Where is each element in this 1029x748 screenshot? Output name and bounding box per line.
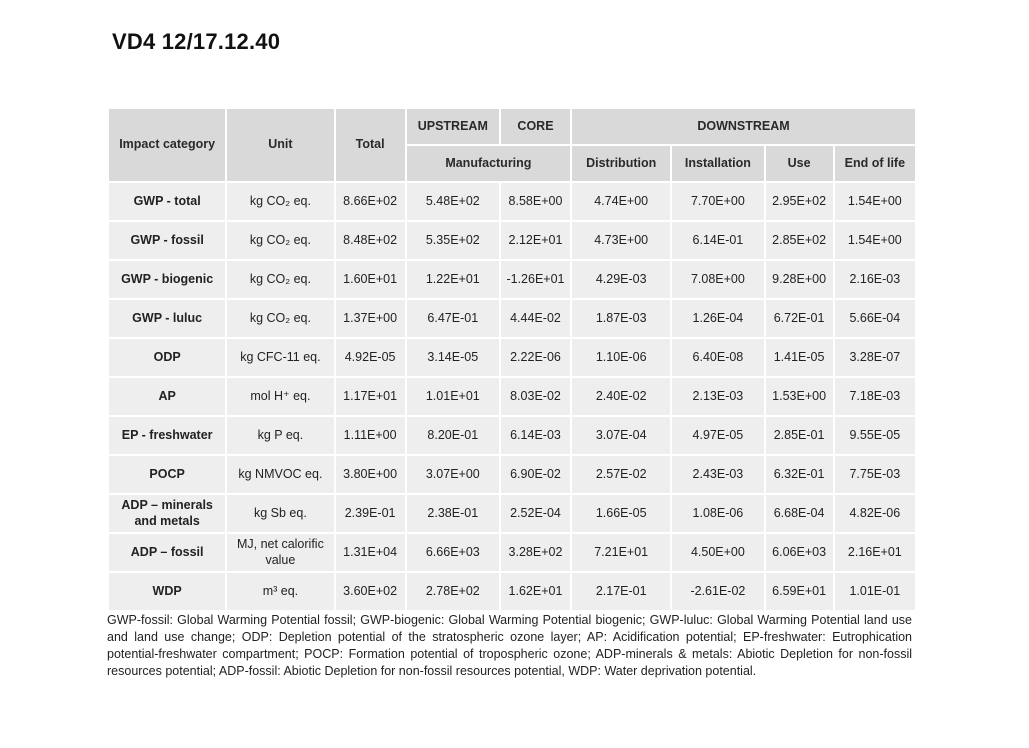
row-installation: 7.08E+00 bbox=[672, 261, 763, 298]
row-category: WDP bbox=[109, 573, 225, 610]
table-row bbox=[109, 534, 915, 571]
header-total: Total bbox=[336, 109, 405, 181]
row-category: ADP – fossil bbox=[109, 534, 225, 571]
table-row bbox=[109, 300, 915, 337]
row-unit: kg P eq. bbox=[227, 417, 333, 454]
row-core: -1.26E+01 bbox=[501, 261, 570, 298]
row-unit: kg NMVOC eq. bbox=[227, 456, 333, 493]
row-core: 3.28E+02 bbox=[501, 534, 570, 571]
row-total: 1.60E+01 bbox=[336, 261, 405, 298]
page-title: VD4 12/17.12.40 bbox=[112, 29, 281, 54]
row-category: GWP - biogenic bbox=[109, 261, 225, 298]
row-installation: 4.50E+00 bbox=[672, 534, 763, 571]
row-use: 9.28E+00 bbox=[766, 261, 833, 298]
row-use: 6.72E-01 bbox=[766, 300, 833, 337]
table-row bbox=[109, 417, 915, 454]
row-use: 2.85E+02 bbox=[766, 222, 833, 259]
row-total: 8.48E+02 bbox=[336, 222, 405, 259]
row-total: 3.60E+02 bbox=[336, 573, 405, 610]
row-end-of-life: 3.28E-07 bbox=[835, 339, 915, 376]
table-body bbox=[109, 183, 915, 610]
row-upstream: 3.14E-05 bbox=[407, 339, 499, 376]
row-end-of-life: 4.82E-06 bbox=[835, 495, 915, 532]
row-unit: kg CO₂ eq. bbox=[227, 222, 333, 259]
row-upstream: 2.78E+02 bbox=[407, 573, 499, 610]
table-row bbox=[109, 183, 915, 220]
row-core: 4.44E-02 bbox=[501, 300, 570, 337]
row-upstream: 5.48E+02 bbox=[407, 183, 499, 220]
row-end-of-life: 1.54E+00 bbox=[835, 183, 915, 220]
row-end-of-life: 2.16E+01 bbox=[835, 534, 915, 571]
row-installation: 2.43E-03 bbox=[672, 456, 763, 493]
row-use: 2.85E-01 bbox=[766, 417, 833, 454]
row-installation: 6.14E-01 bbox=[672, 222, 763, 259]
header-manufacturing: Manufacturing bbox=[407, 146, 570, 181]
row-upstream: 2.38E-01 bbox=[407, 495, 499, 532]
row-category: ADP – minerals and metals bbox=[109, 495, 225, 532]
table-row bbox=[109, 222, 915, 259]
row-use: 6.32E-01 bbox=[766, 456, 833, 493]
row-installation: 4.97E-05 bbox=[672, 417, 763, 454]
impact-table bbox=[107, 107, 917, 612]
header-installation: Installation bbox=[672, 146, 763, 181]
row-upstream: 5.35E+02 bbox=[407, 222, 499, 259]
row-total: 1.17E+01 bbox=[336, 378, 405, 415]
table-row bbox=[109, 339, 915, 376]
row-use: 6.06E+03 bbox=[766, 534, 833, 571]
row-installation: 1.08E-06 bbox=[672, 495, 763, 532]
row-category: AP bbox=[109, 378, 225, 415]
row-upstream: 6.47E-01 bbox=[407, 300, 499, 337]
row-distribution: 1.10E-06 bbox=[572, 339, 670, 376]
table-row bbox=[109, 573, 915, 610]
row-unit: mol H⁺ eq. bbox=[227, 378, 333, 415]
row-installation: 2.13E-03 bbox=[672, 378, 763, 415]
row-category: GWP - fossil bbox=[109, 222, 225, 259]
row-total: 8.66E+02 bbox=[336, 183, 405, 220]
row-category: POCP bbox=[109, 456, 225, 493]
row-end-of-life: 1.54E+00 bbox=[835, 222, 915, 259]
header-use: Use bbox=[766, 146, 833, 181]
header-end-of-life: End of life bbox=[835, 146, 915, 181]
row-installation: 6.40E-08 bbox=[672, 339, 763, 376]
row-distribution: 4.73E+00 bbox=[572, 222, 670, 259]
row-core: 6.90E-02 bbox=[501, 456, 570, 493]
row-distribution: 4.29E-03 bbox=[572, 261, 670, 298]
row-distribution: 2.57E-02 bbox=[572, 456, 670, 493]
row-distribution: 2.40E-02 bbox=[572, 378, 670, 415]
table-row bbox=[109, 261, 915, 298]
row-end-of-life: 1.01E-01 bbox=[835, 573, 915, 610]
row-upstream: 3.07E+00 bbox=[407, 456, 499, 493]
row-category: GWP - total bbox=[109, 183, 225, 220]
row-unit: MJ, net calorific value bbox=[227, 534, 333, 571]
row-total: 2.39E-01 bbox=[336, 495, 405, 532]
row-core: 1.62E+01 bbox=[501, 573, 570, 610]
row-total: 1.31E+04 bbox=[336, 534, 405, 571]
row-end-of-life: 7.75E-03 bbox=[835, 456, 915, 493]
row-core: 2.22E-06 bbox=[501, 339, 570, 376]
row-core: 8.58E+00 bbox=[501, 183, 570, 220]
row-total: 4.92E-05 bbox=[336, 339, 405, 376]
row-total: 1.37E+00 bbox=[336, 300, 405, 337]
row-distribution: 1.87E-03 bbox=[572, 300, 670, 337]
row-distribution: 2.17E-01 bbox=[572, 573, 670, 610]
header-unit: Unit bbox=[227, 109, 333, 181]
row-unit: kg Sb eq. bbox=[227, 495, 333, 532]
header-impact-category: Impact category bbox=[109, 109, 225, 181]
row-use: 1.53E+00 bbox=[766, 378, 833, 415]
table-header bbox=[109, 109, 915, 181]
row-unit: kg CO₂ eq. bbox=[227, 300, 333, 337]
row-core: 2.12E+01 bbox=[501, 222, 570, 259]
row-upstream: 1.01E+01 bbox=[407, 378, 499, 415]
row-installation: -2.61E-02 bbox=[672, 573, 763, 610]
row-use: 2.95E+02 bbox=[766, 183, 833, 220]
row-installation: 7.70E+00 bbox=[672, 183, 763, 220]
row-end-of-life: 5.66E-04 bbox=[835, 300, 915, 337]
row-end-of-life: 7.18E-03 bbox=[835, 378, 915, 415]
row-category: EP - freshwater bbox=[109, 417, 225, 454]
table-row bbox=[109, 495, 915, 532]
row-unit: kg CO₂ eq. bbox=[227, 183, 333, 220]
row-category: ODP bbox=[109, 339, 225, 376]
row-upstream: 8.20E-01 bbox=[407, 417, 499, 454]
row-distribution: 4.74E+00 bbox=[572, 183, 670, 220]
row-upstream: 6.66E+03 bbox=[407, 534, 499, 571]
row-distribution: 3.07E-04 bbox=[572, 417, 670, 454]
row-upstream: 1.22E+01 bbox=[407, 261, 499, 298]
header-downstream: DOWNSTREAM bbox=[572, 109, 915, 144]
row-distribution: 7.21E+01 bbox=[572, 534, 670, 571]
row-unit: m³ eq. bbox=[227, 573, 333, 610]
table-row bbox=[109, 456, 915, 493]
header-row-top bbox=[109, 109, 915, 144]
header-distribution: Distribution bbox=[572, 146, 670, 181]
row-core: 6.14E-03 bbox=[501, 417, 570, 454]
row-total: 1.11E+00 bbox=[336, 417, 405, 454]
row-use: 6.68E-04 bbox=[766, 495, 833, 532]
row-unit: kg CO₂ eq. bbox=[227, 261, 333, 298]
row-installation: 1.26E-04 bbox=[672, 300, 763, 337]
table-row bbox=[109, 378, 915, 415]
row-core: 8.03E-02 bbox=[501, 378, 570, 415]
header-core: CORE bbox=[501, 109, 570, 144]
row-use: 6.59E+01 bbox=[766, 573, 833, 610]
row-end-of-life: 2.16E-03 bbox=[835, 261, 915, 298]
row-unit: kg CFC-11 eq. bbox=[227, 339, 333, 376]
row-end-of-life: 9.55E-05 bbox=[835, 417, 915, 454]
row-use: 1.41E-05 bbox=[766, 339, 833, 376]
row-total: 3.80E+00 bbox=[336, 456, 405, 493]
row-distribution: 1.66E-05 bbox=[572, 495, 670, 532]
footnote: GWP-fossil: Global Warming Potential fossil; GWP-biogenic: Global Warming Potential biogenic; GWP-luluc: Global Warming Potential land use and land use change; ODP: Depletion potential of the stratospheric ozone layer; AP: Acidification potential; EP-freshwater: Eutrophication potential-freshwater compartment; POCP: Formation potential of tropospheric ozone; ADP-minerals & metals: Abiotic Depletion for non-fossil resources potential; ADP-fossil: Abiotic Depletion for non-fossil resources potential, WDP: Water deprivation potential. bbox=[107, 613, 912, 678]
row-category: GWP - luluc bbox=[109, 300, 225, 337]
header-upstream: UPSTREAM bbox=[407, 109, 499, 144]
row-core: 2.52E-04 bbox=[501, 495, 570, 532]
